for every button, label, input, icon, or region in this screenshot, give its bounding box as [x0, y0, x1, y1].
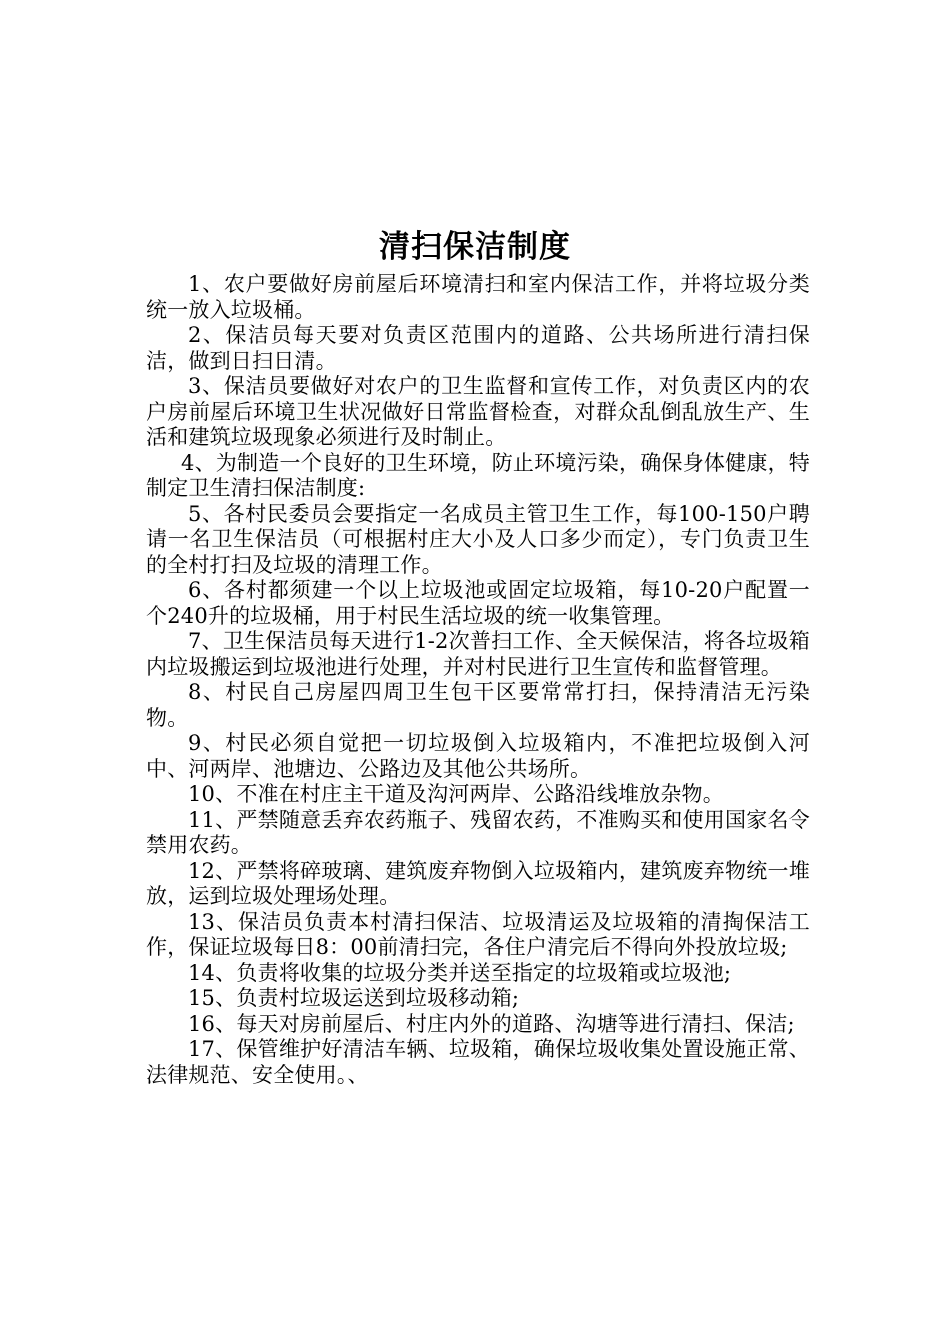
paragraph-7: 7、卫生保洁员每天进行1-2次普扫工作、全天候保洁，将各垃圾箱内垃圾搬运到垃圾池进行处理，并对村民进行卫生宣传和监督管理。: [146, 629, 810, 679]
document-body: [146, 272, 810, 1088]
paragraph-9: 9、村民必须自觉把一切垃圾倒入垃圾箱内，不准把垃圾倒入河中、河两岸、池塘边、公路边及其他公共场所。: [146, 731, 810, 781]
paragraph-12: 12、严禁将碎玻璃、建筑废弃物倒入垃圾箱内，建筑废弃物统一堆放，运到垃圾处理场处理。: [146, 858, 810, 908]
paragraph-3: 3、保洁员要做好对农户的卫生监督和宣传工作，对负责区内的农户房前屋后环境卫生状况做好日常监督检查，对群众乱倒乱放生产、生活和建筑垃圾现象必须进行及时制止。: [146, 374, 810, 449]
paragraph-14: 14、负责将收集的垃圾分类并送至指定的垃圾箱或垃圾池;: [188, 960, 732, 985]
paragraph-6: 6、各村都须建一个以上垃圾池或固定垃圾箱，每10-20户配置一个240升的垃圾桶，用于村民生活垃圾的统一收集管理。: [146, 578, 810, 628]
paragraph-4: 4、为制造一个良好的卫生环境，防止环境污染，确保身体健康，特制定卫生清扫保洁制度:: [146, 450, 810, 500]
document-title: 清扫保洁制度: [379, 229, 571, 265]
paragraph-2: 2、保洁员每天要对负责区范围内的道路、公共场所进行清扫保洁，做到日扫日清。: [146, 323, 810, 373]
paragraph-10: 10、不准在村庄主干道及沟河两岸、公路沿线堆放杂物。: [188, 782, 724, 806]
paragraph-16: 16、每天对房前屋后、村庄内外的道路、沟塘等进行清扫、保洁;: [188, 1011, 795, 1036]
paragraph-5: 5、各村民委员会要指定一名成员主管卫生工作，每100-150户聘请一名卫生保洁员（可根据村庄大小及人口多少而定），专门负责卫生的全村打扫及垃圾的清理工作。: [146, 501, 810, 577]
paragraph-11: 11、严禁随意丢弃农药瓶子、残留农药，不准购买和使用国家名令禁用农药。: [146, 807, 810, 857]
paragraph-15: 15、负责村垃圾运送到垃圾移动箱;: [188, 986, 520, 1010]
paragraph-8: 8、村民自己房屋四周卫生包干区要常常打扫，保持清洁无污染物。: [146, 680, 810, 730]
paragraph-17: 17、保管维护好清洁车辆、垃圾箱，确保垃圾收集处置设施正常、法律规范、安全使用。、: [146, 1037, 810, 1087]
paragraph-1: 1、农户要做好房前屋后环境清扫和室内保洁工作，并将垃圾分类统一放入垃圾桶。: [146, 272, 810, 322]
paragraph-13: 13、保洁员负责本村清扫保洁、垃圾清运及垃圾箱的清掏保洁工作，保证垃圾每日8：00前清扫完，各住户清完后不得向外投放垃圾;: [146, 909, 810, 959]
